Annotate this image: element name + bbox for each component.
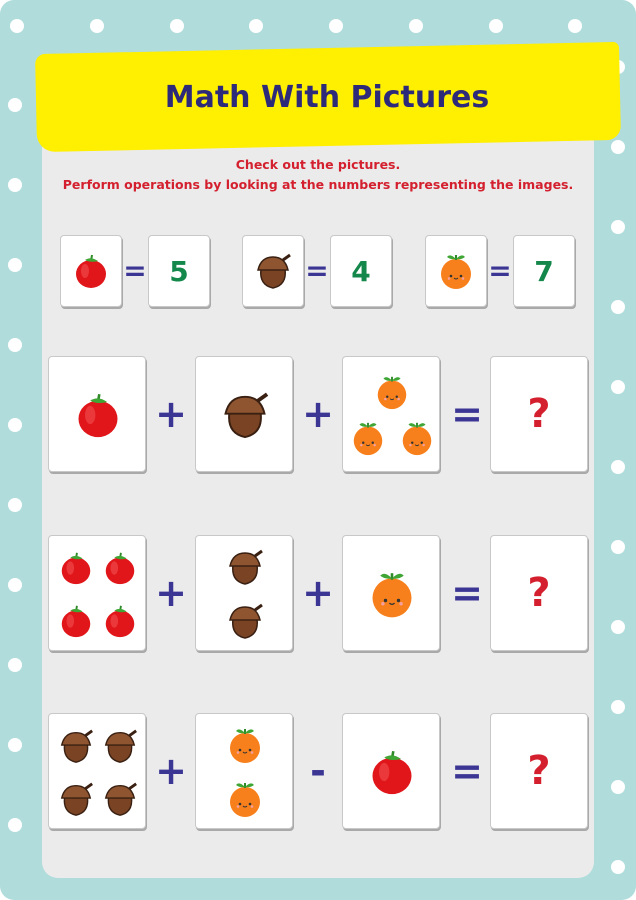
equals-sign: = (305, 254, 329, 287)
equals-sign: = (451, 392, 483, 436)
dot (611, 300, 625, 314)
orange-icon (349, 419, 387, 457)
operator-plus: + (155, 571, 187, 615)
picture-card (342, 356, 440, 472)
dot (8, 258, 22, 272)
operator-plus: + (155, 749, 187, 793)
operator-plus: + (302, 392, 334, 436)
apple-icon (71, 251, 111, 291)
answer-card[interactable]: ? (490, 535, 588, 651)
orange-icon (373, 373, 411, 411)
dot (568, 19, 582, 33)
dot (8, 738, 22, 752)
key-value-card: 4 (330, 235, 392, 307)
dot (611, 620, 625, 634)
dot (611, 380, 625, 394)
key-value-card: 5 (148, 235, 210, 307)
dot (329, 19, 343, 33)
operator-minus: - (310, 749, 326, 793)
answer-card[interactable]: ? (490, 713, 588, 829)
dot (611, 780, 625, 794)
dot (611, 860, 625, 874)
instruction-line-1: Check out the pictures. (235, 157, 401, 172)
picture-card (48, 356, 146, 472)
equals-sign: = (123, 254, 147, 287)
picture-card (195, 356, 293, 472)
dot (409, 19, 423, 33)
dot (489, 19, 503, 33)
apple-icon (57, 549, 95, 587)
equals-sign: = (451, 571, 483, 615)
picture-card (195, 535, 293, 651)
operator-plus: + (302, 571, 334, 615)
acorn-icon (253, 251, 293, 291)
acorn-icon (101, 727, 139, 765)
equals-sign: = (488, 254, 512, 287)
acorn-icon (219, 389, 271, 441)
operator-plus: + (155, 392, 187, 436)
picture-card (48, 535, 146, 651)
dot (611, 540, 625, 554)
key-picture-card (242, 235, 304, 307)
picture-card (342, 713, 440, 829)
picture-card (195, 713, 293, 829)
key-picture-card (425, 235, 487, 307)
apple-icon (101, 549, 139, 587)
dot (611, 140, 625, 154)
dot (8, 418, 22, 432)
acorn-icon (225, 547, 265, 587)
dot (8, 338, 22, 352)
orange-icon (366, 568, 418, 620)
key-value-card: 7 (513, 235, 575, 307)
apple-icon (101, 602, 139, 640)
dot (249, 19, 263, 33)
picture-card (342, 535, 440, 651)
page-title: Math With Pictures (164, 80, 490, 115)
apple-icon (72, 389, 124, 441)
acorn-icon (101, 780, 139, 818)
key-picture-card (60, 235, 122, 307)
dot (611, 460, 625, 474)
dot (10, 19, 24, 33)
acorn-icon (57, 780, 95, 818)
dot (8, 658, 22, 672)
answer-card[interactable]: ? (490, 356, 588, 472)
dot (8, 578, 22, 592)
dot (611, 700, 625, 714)
dot (8, 818, 22, 832)
dot (170, 19, 184, 33)
picture-card (48, 713, 146, 829)
orange-icon (436, 251, 476, 291)
apple-icon (366, 746, 418, 798)
dot (8, 498, 22, 512)
acorn-icon (57, 727, 95, 765)
dot (90, 19, 104, 33)
instruction-line-2: Perform operations by looking at the numbers representing the images. (62, 177, 574, 192)
orange-icon (398, 419, 436, 457)
equals-sign: = (451, 749, 483, 793)
apple-icon (57, 602, 95, 640)
orange-icon (225, 779, 265, 819)
acorn-icon (225, 601, 265, 641)
dot (611, 220, 625, 234)
orange-icon (225, 725, 265, 765)
